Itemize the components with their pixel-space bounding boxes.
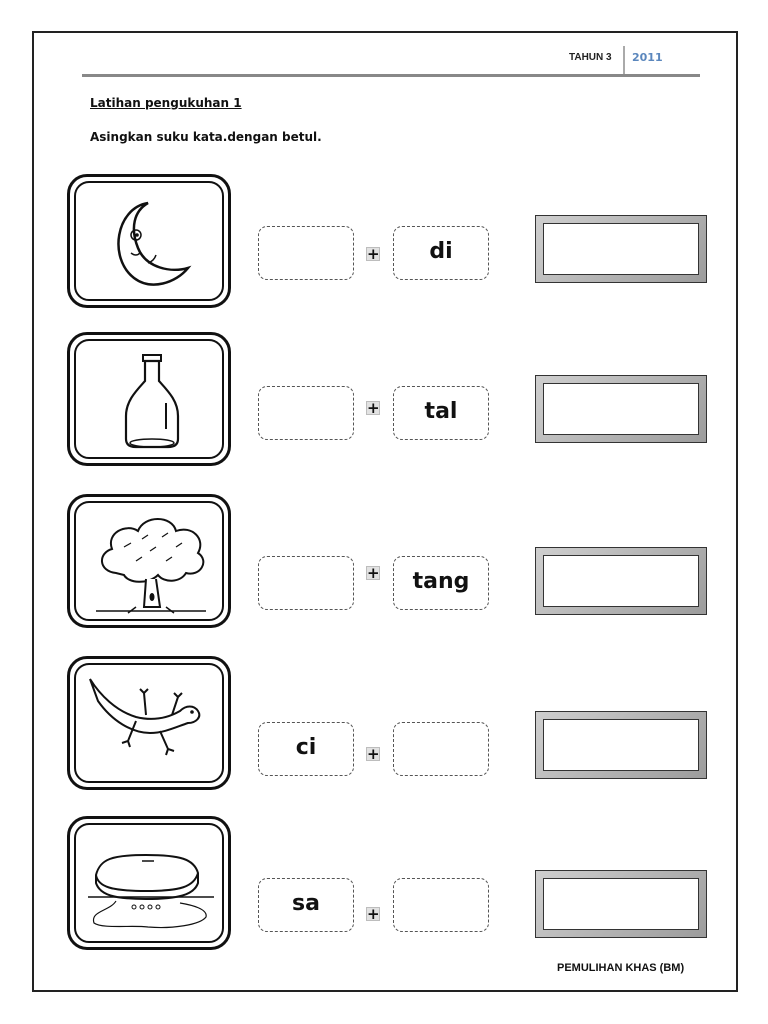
footer-label: PEMULIHAN KHAS (BM) (557, 962, 685, 974)
answer-box[interactable] (535, 375, 707, 443)
plus-icon: + (367, 745, 380, 763)
syllable-box-1: sa (258, 878, 354, 932)
picture-frame-soap (67, 816, 231, 950)
header-separator (623, 46, 625, 74)
lizard-icon (76, 665, 224, 783)
picture-frame-tree (67, 494, 231, 628)
syllable-box-1[interactable] (258, 226, 354, 280)
syllable-box-2: di (393, 226, 489, 280)
answer-box[interactable] (535, 215, 707, 283)
plus-icon: + (367, 245, 380, 263)
syllable-box-2[interactable] (393, 878, 489, 932)
plus-icon: + (367, 399, 380, 417)
picture-frame-lizard (67, 656, 231, 790)
exercise-title: Latihan pengukuhan 1 (90, 96, 242, 110)
answer-box[interactable] (535, 711, 707, 779)
soap-icon (76, 825, 224, 943)
syllable-box-1: ci (258, 722, 354, 776)
syllable-box-1[interactable] (258, 556, 354, 610)
tree-icon (76, 503, 224, 621)
header-rule (82, 74, 700, 77)
answer-box[interactable] (535, 870, 707, 938)
syllable-box-1[interactable] (258, 386, 354, 440)
header-year: 2011 (632, 51, 663, 64)
moon-icon (76, 183, 224, 301)
plus-icon: + (367, 905, 380, 923)
picture-frame-moon (67, 174, 231, 308)
picture-frame-bottle (67, 332, 231, 466)
instruction-text: Asingkan suku kata.dengan betul. (90, 130, 322, 144)
header-grade: TAHUN 3 (569, 52, 612, 63)
syllable-box-2[interactable] (393, 722, 489, 776)
plus-icon: + (367, 564, 380, 582)
bottle-icon (76, 341, 224, 459)
syllable-box-2: tang (393, 556, 489, 610)
answer-box[interactable] (535, 547, 707, 615)
syllable-box-2: tal (393, 386, 489, 440)
